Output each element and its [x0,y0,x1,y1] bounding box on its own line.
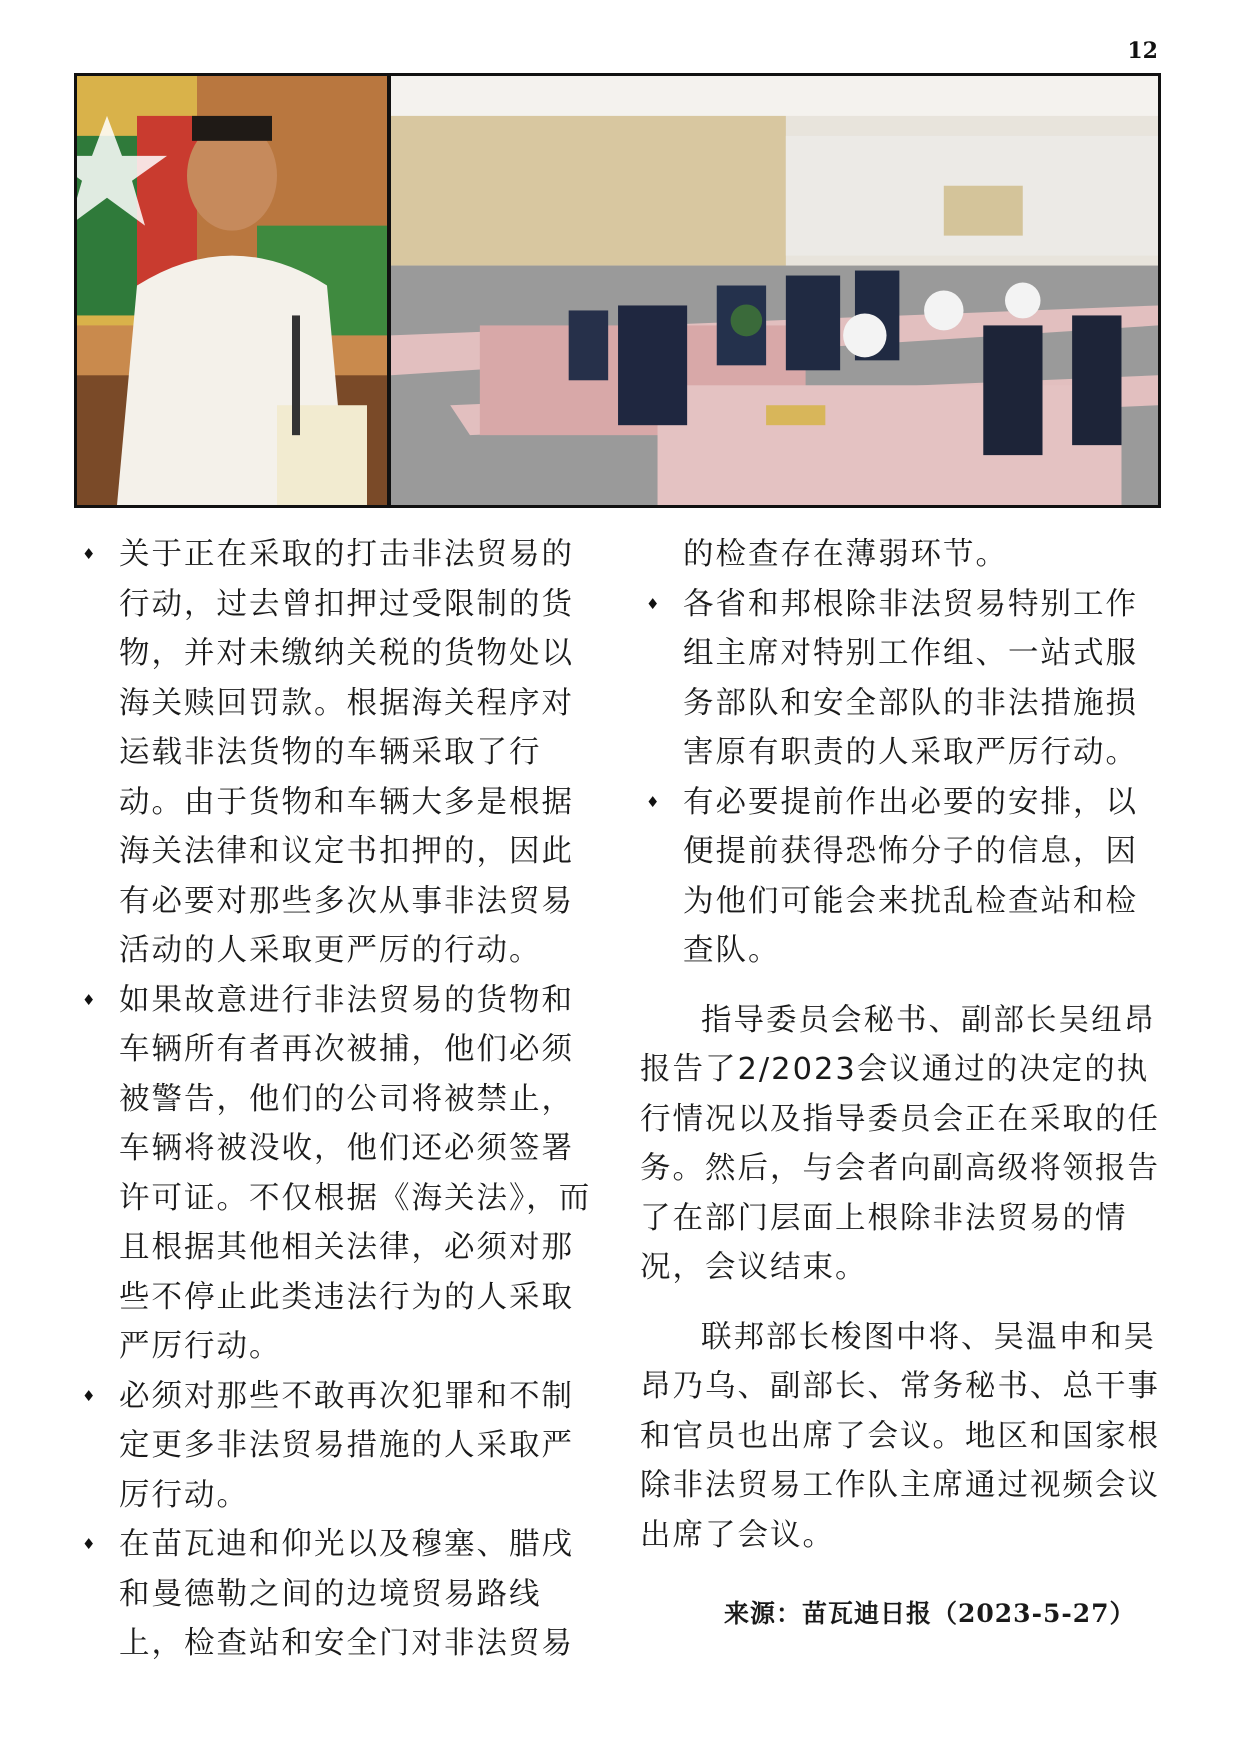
diamond-bullet-icon: ♦ [646,594,662,613]
diamond-bullet-icon: ♦ [82,990,98,1009]
bullet-item [76,530,606,976]
meeting-room-photo [391,76,1158,505]
bullet-text: 有必要提前作出必要的安排，以便提前获得恐怖分子的信息，因为他们可能会来扰乱检查站和检查队。 [683,784,1138,968]
speaker-photo [77,76,391,505]
left-column [76,530,606,1669]
bullet-item [76,1520,606,1669]
bullet-continuation: 的检查存在薄弱环节。 [683,537,1008,572]
bullet-item [640,580,1165,778]
bullet-text: 关于正在采取的打击非法贸易的行动，过去曾扣押过受限制的货物，并对未缴纳关税的货物处以海关赎回罚款。根据海关程序对运载非法货物的车辆采取了行动。由于货物和车辆大多是根据海关法律和议定书扣押的，因此有必要对那些多次从事非法贸易活动的人采取更严厉的行动。 [119,537,574,968]
bullet-text: 各省和邦根除非法贸易特别工作组主席对特别工作组、一站式服务部队和安全部队的非法措施损害原有职责的人采取严厉行动。 [683,586,1138,770]
bullet-item [640,778,1165,976]
page-number: 12 [1127,38,1158,64]
bullet-item [76,976,606,1372]
source-credit: 来源：苗瓦迪日报（2023-5-27） [724,1599,1136,1628]
diamond-bullet-icon: ♦ [82,545,98,563]
bullet-text: 如果故意进行非法贸易的货物和车辆所有者再次被捕，他们必须被警告，他们的公司将被禁止，车辆将被没收，他们还必须签署许可证。不仅根据《海关法》，而且根据其他相关法律，必须对那些不停止此类违法行为的人采取严厉行动。 [119,982,592,1364]
body-paragraph: 指导委员会秘书、副部长吴纽昂报告了2/2023会议通过的决定的执行情况以及指导委员会正在采取的任务。然后，与会者向副高级将领报告了在部门层面上根除非法贸易的情况，会议结束。 [640,1002,1160,1285]
diamond-bullet-icon: ♦ [82,1535,98,1553]
diamond-bullet-icon: ♦ [82,1386,98,1405]
photo-frame [74,73,1161,508]
body-paragraph: 联邦部长梭图中将、吴温申和吴昂乃乌、副部长、常务秘书、总干事和官员也出席了会议。地区和国家根除非法贸易工作队主席通过视频会议出席了会议。 [640,1319,1160,1553]
right-column [640,530,1165,1560]
diamond-bullet-icon: ♦ [646,792,662,811]
bullet-text: 在苗瓦迪和仰光以及穆塞、腊戌和曼德勒之间的边境贸易路线上，检查站和安全门对非法贸易 [119,1527,574,1661]
bullet-item [76,1372,606,1521]
bullet-text: 必须对那些不敢再次犯罪和不制定更多非法贸易措施的人采取严厉行动。 [119,1378,574,1513]
